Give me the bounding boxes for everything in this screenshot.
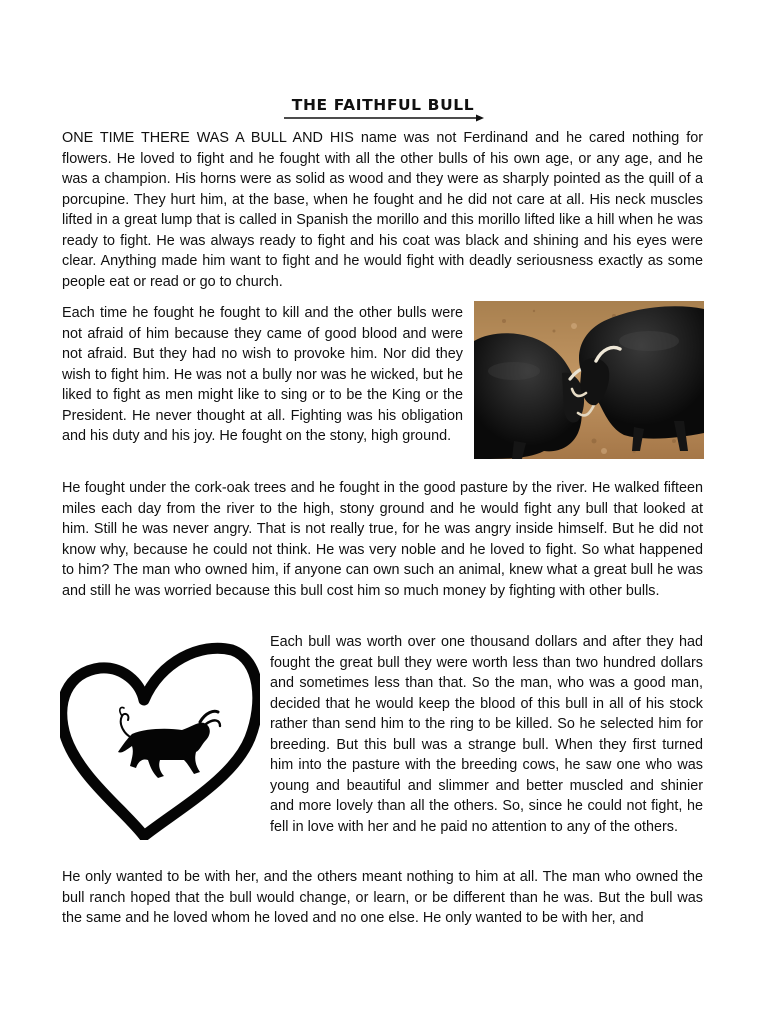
heart-bull-graphic: [60, 642, 260, 840]
paragraph-1: ONE TIME THERE WAS A BULL AND HIS name was not Ferdinand and he cared nothing for flowers. He loved to fight and he fought with all the other bulls of his own age, or any age, and he was a champion. His horns were as solid as wood and they were as sharply pointed as the quill of a porcupine. They hurt him, at the base, when he fought and he did not care at all. His neck muscles lifted in a great lump that is called in Spanish the morillo and this morillo lifted like a hill when he was ready to fight. He was always ready to fight and his coat was black and shining and his eyes were clear. Anything made him want to fight and he would fight with deadly seriousness exactly as some people eat or read or go to church.: [62, 130, 703, 290]
paragraph-4: Each bull was worth over one thousand dollars and after they had fought the great bull they were worth less than two hundred dollars and sometimes less than that. So the man, who was a good man, decided that he would keep the blood of this bull in all of his stock rather than send him to the ring to be killed. So he selected him for breeding. But this bull was a strange bull. When they first turned him into the pasture with the breeding cows, he saw one who was young and beautiful and slimmer and better muscled and shinier and more lovely than all the others. So, since he could not fight, he fell in love with her and he paid no attention to any of the others.: [270, 634, 703, 835]
paragraph-5: He only wanted to be with her, and the others meant nothing to him at all. The man who owned the bull ranch hoped that the bull would change, or learn, or be different than he was. But the bull was the same and he loved whom he loved and no one else. He only wanted to be with her, and: [62, 869, 703, 926]
two-bulls-fighting-photo-icon: [474, 301, 704, 459]
heart-with-bull-silhouette-icon: [60, 642, 260, 840]
fighting-bulls-photo: [474, 301, 704, 459]
title-underline-arrow-icon: [284, 114, 484, 122]
document-title-text: THE FAITHFUL BULL: [291, 96, 475, 114]
document-title: [0, 96, 768, 117]
paragraph-3: He fought under the cork-oak trees and he fought in the good pasture by the river. He walked fifteen miles each day from the river to the high, stony ground and he would fight any bull that looked at him. Still he was never angry. That is not really true, for he was angry inside himself. But he did not know why, because he could not think. He was very noble and he loved to fight. So what happened to him? The man who owned him, if anyone can own such an animal, knew what a great bull he was and still he was worried because this bull cost him so much money by fighting with other bulls.: [62, 480, 703, 599]
paragraph-2: Each time he fought he fought to kill and the other bulls were not afraid of him because they came of good blood and were not afraid. But they had no wish to provoke him. Nor did they wish to fight him. He was not a bully nor was he wicked, but he liked to fight as men might like to sing or to be the King or the President. He never thought at all. Fighting was his obligation and his duty and his joy. He fought on the stony, high ground.: [62, 305, 463, 444]
